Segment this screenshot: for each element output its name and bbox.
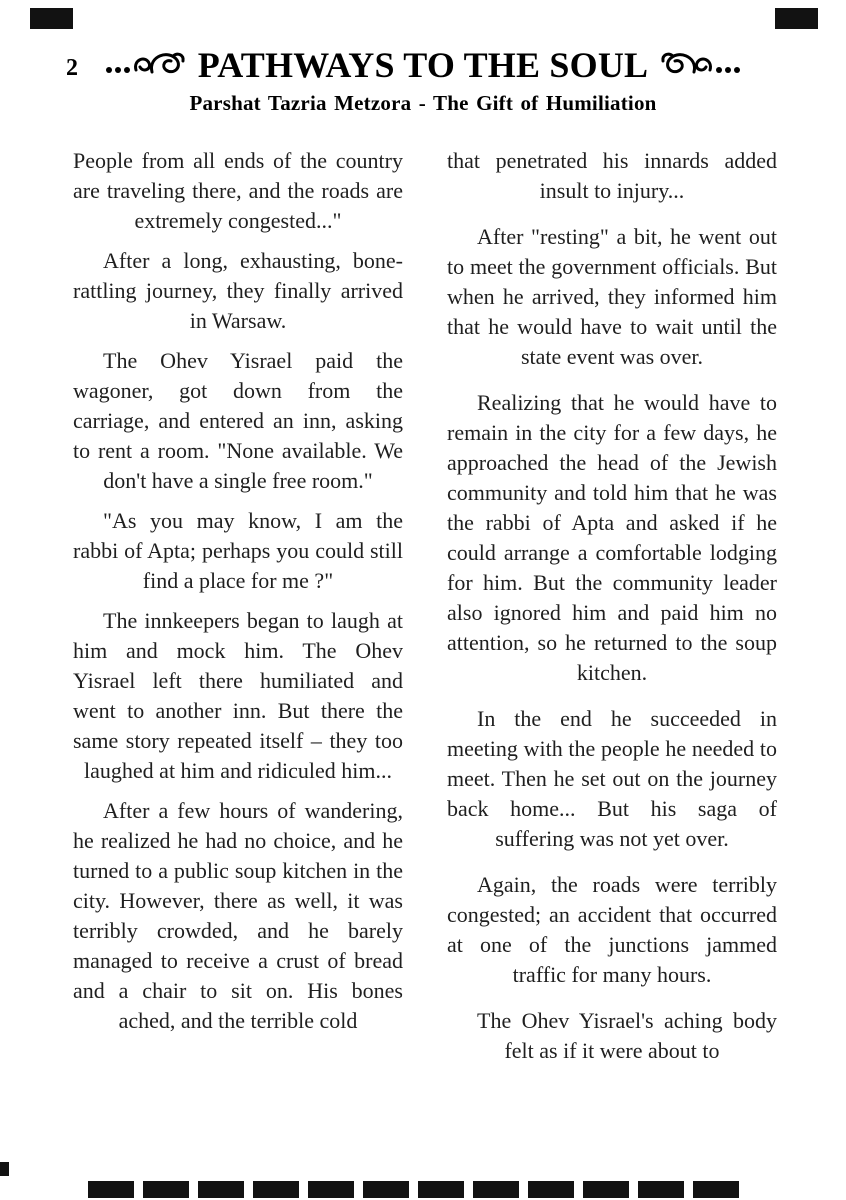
left-column <box>73 146 403 1082</box>
paragraph: After a few hours of wandering, he realized he had no choice, and he turned to a public soup kitchen in the city. However, there as well, it was terribly crowded, and he barely managed to receive a crust of bread and a chair to sit on. His bones ached, and the terrible cold <box>73 798 403 1033</box>
header-flourish-left-icon <box>103 49 191 81</box>
paragraph: After a long, exhausting, bone-rattling journey, they finally arrived in Warsaw. <box>73 248 403 333</box>
page-header <box>0 0 846 116</box>
text-columns <box>73 146 777 1082</box>
scan-artifact-bottom-bar <box>88 1181 745 1198</box>
paragraph: The Ohev Yisrael paid the wagoner, got down from the carriage, and entered an inn, asking to rent a room. "None available. We don't have a single free room." <box>73 348 403 493</box>
header-flourish-right-icon <box>655 49 743 81</box>
right-column <box>447 146 777 1082</box>
paragraph: Again, the roads were terribly congested; an accident that occurred at one of the junctions jammed traffic for many hours. <box>447 872 777 987</box>
paragraph: In the end he succeeded in meeting with the people he needed to meet. Then he set out on the journey back home... But his saga of suffering was not yet over. <box>447 706 777 851</box>
paragraph: The Ohev Yisrael's aching body felt as if it were about to <box>477 1008 777 1063</box>
paragraph: The innkeepers began to laugh at him and mock him. The Ohev Yisrael left there humiliated and went to another inn. But there the same story repeated itself – they too laughed at him and ridiculed him... <box>73 608 403 783</box>
paragraph: Realizing that he would have to remain in the city for a few days, he approached the head of the Jewish community and told him that he was the rabbi of Apta and asked if he could arrange a comfortable lodging for him. But the community leader also ignored him and paid him no attention, so he returned to the soup kitchen. <box>447 390 777 685</box>
scan-artifact-bottom-left <box>0 1162 9 1176</box>
paragraph: People from all ends of the country are traveling there, and the roads are extremely congested..." <box>73 148 403 233</box>
paragraph: After "resting" a bit, he went out to meet the government officials. But when he arrived, they informed him that he would have to wait until the state event was over. <box>447 224 777 369</box>
page-subtitle: Parshat Tazria Metzora - The Gift of Humiliation <box>189 91 657 115</box>
page-title: PATHWAYS TO THE SOUL <box>197 45 649 85</box>
page-number: 2 <box>66 55 78 81</box>
paragraph: that penetrated his innards added insult to injury... <box>447 148 777 203</box>
title-row <box>0 44 846 86</box>
paragraph: "As you may know, I am the rabbi of Apta; perhaps you could still find a place for me ?" <box>73 508 403 593</box>
